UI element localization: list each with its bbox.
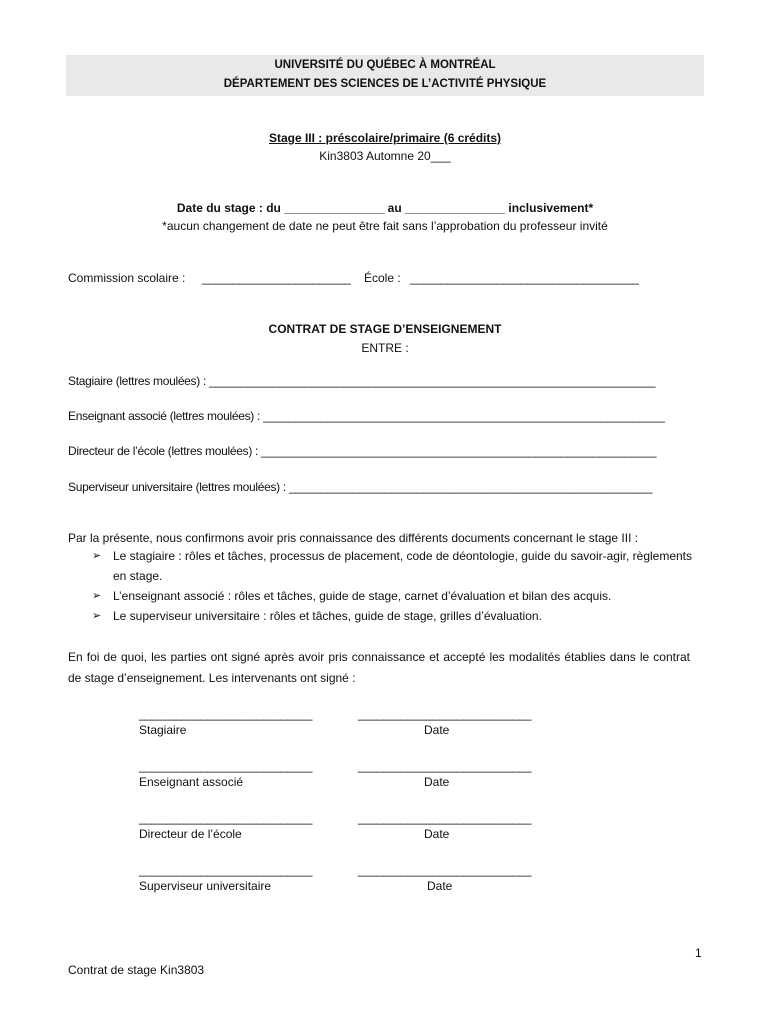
closing-paragraph: En foi de quoi, les parties ont signé après avoir pris connaissance et accepté les modalités établies dans le contrat de stage d’enseignement. Les intervenants ont signé :: [68, 650, 690, 685]
arrow-bullet-icon: ➢: [92, 590, 102, 602]
list-item: [92, 546, 692, 586]
university-name: UNIVERSITÉ DU QUÉBEC À MONTRÉAL: [274, 59, 496, 71]
enseignant-field[interactable]: Enseignant associé (lettres moulées) : _______________________________________________________________: [68, 409, 665, 423]
date-line[interactable]: ____________________________: [358, 863, 531, 877]
ecole-field[interactable]: _____________________________________: [410, 271, 639, 285]
commission-field[interactable]: ________________________: [202, 271, 351, 285]
stage-dates: Date du stage : du _______________ au _______________ inclusivement*: [176, 201, 594, 215]
footer-text: Contrat de stage Kin3803: [68, 963, 205, 977]
date-line[interactable]: ____________________________: [358, 707, 531, 721]
contract-title: CONTRAT DE STAGE D’ENSEIGNEMENT: [268, 322, 502, 336]
signature-role: Enseignant associé: [139, 775, 244, 789]
date-line[interactable]: ____________________________: [358, 811, 531, 825]
signature-line[interactable]: ____________________________: [139, 863, 312, 877]
list-item: [92, 586, 692, 606]
course-title: Stage III : préscolaire/primaire (6 crédits): [268, 131, 502, 145]
date-label: Date: [424, 723, 450, 737]
ack-intro: Par la présente, nous confirmons avoir pris connaissance des différents documents concernant le stage III :: [68, 531, 639, 545]
signature-role: Directeur de l’école: [139, 827, 242, 841]
superviseur-field[interactable]: Superviseur universitaire (lettres moulées) : _________________________________________________________: [68, 480, 653, 494]
signature-line[interactable]: ____________________________: [139, 707, 312, 721]
signature-role: Stagiaire: [139, 723, 187, 737]
bullet-text: Le superviseur universitaire : rôles et tâches, guide de stage, grilles d’évaluation.: [113, 609, 542, 623]
arrow-bullet-icon: ➢: [92, 550, 102, 562]
contract-between: ENTRE :: [361, 341, 409, 355]
ecole-label: École :: [364, 271, 401, 285]
university-header: [66, 55, 704, 96]
directeur-field[interactable]: Directeur de l’école (lettres moulées) : ______________________________________________________________: [68, 444, 657, 458]
signature-line[interactable]: ____________________________: [139, 759, 312, 773]
department-name: DÉPARTEMENT DES SCIENCES DE L’ACTIVITÉ PHYSIQUE: [223, 78, 547, 90]
stagiaire-field[interactable]: Stagiaire (lettres moulées) : ______________________________________________________________________: [68, 374, 656, 388]
page-number: 1: [695, 946, 702, 960]
date-label: Date: [424, 775, 450, 789]
bullet-text: Le stagiaire : rôles et tâches, processus de placement, code de déontologie, guide du savoir-agir, règlements en stage.: [113, 549, 693, 583]
date-line[interactable]: ____________________________: [358, 759, 531, 773]
list-item: [92, 606, 692, 626]
commission-label: Commission scolaire :: [68, 271, 186, 285]
bullet-text: L’enseignant associé : rôles et tâches, guide de stage, carnet d’évaluation et bilan des acquis.: [113, 589, 612, 603]
signature-line[interactable]: ____________________________: [139, 811, 312, 825]
date-label: Date: [427, 879, 453, 893]
signature-role: Superviseur universitaire: [139, 879, 272, 893]
date-label: Date: [424, 827, 450, 841]
dates-note: *aucun changement de date ne peut être fait sans l’approbation du professeur invité: [162, 219, 608, 233]
ack-bullet-list: [92, 546, 692, 626]
arrow-bullet-icon: ➢: [92, 610, 102, 622]
course-code: Kin3803 Automne 20___: [319, 149, 451, 163]
